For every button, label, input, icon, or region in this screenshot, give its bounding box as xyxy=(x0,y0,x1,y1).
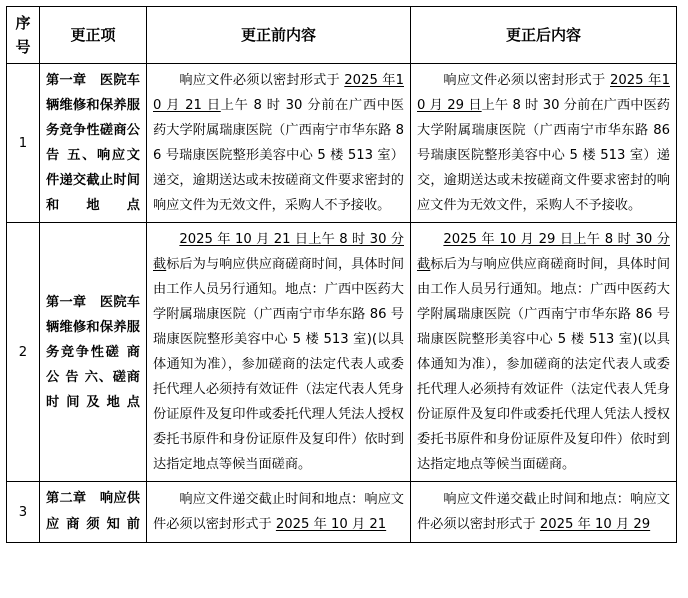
before-text-suffix: 上午 8 时 30 分前在广西中医药大学附属瑞康医院（广西南宁市华东路 86 号瑞康医院整形美容中心 5 楼 513 室）递交，逾期送达或未按磋商文件要求密封的响应文件为无效文件，采购人不予接收。 xyxy=(153,98,404,213)
row-serial-number: 2 xyxy=(7,223,40,482)
after-text-suffix: 上午 8 时 30 分前在广西中医药大学附属瑞康医院（广西南宁市华东路 86 号瑞康医院整形美容中心 5 楼 513 室）递交，逾期送达或未按磋商文件要求密封的响应文件为无效文件，采购人不予接收。 xyxy=(417,98,670,213)
table-row xyxy=(7,223,677,482)
column-header-correction-item: 更正项 xyxy=(40,7,147,64)
after-date-underlined: 2025 年10 月 29 日 xyxy=(417,73,670,113)
serial-header-char-1: 序 xyxy=(15,14,31,32)
row-before-content xyxy=(147,64,411,223)
before-date-underlined: 2025 年 10 月 21 xyxy=(275,517,387,532)
correction-table xyxy=(6,6,677,543)
after-text-prefix: 响应文件递交截止时间和地点：响应文件必须以密封形式于 xyxy=(417,492,670,532)
before-text-prefix: 响应文件必须以密封形式于 xyxy=(179,73,345,88)
row-correction-item: 第一章 医院车辆维修和保养服务竞争性磋商公告 五、响应文件递交截止时间和地点 xyxy=(40,64,147,223)
row-correction-item: 第二章 响应供应商须知前 xyxy=(40,482,147,543)
before-date-underlined: 2025 年 10 月 21 日上午 8 时 30 分截 xyxy=(153,232,404,272)
after-text-prefix: 响应文件必须以密封形式于 xyxy=(443,73,611,88)
serial-header-char-2: 号 xyxy=(15,38,31,56)
row-after-content xyxy=(411,223,677,482)
row-after-content xyxy=(411,482,677,543)
row-before-content xyxy=(147,482,411,543)
column-header-serial-number xyxy=(7,7,40,64)
before-date-underlined: 2025 年10 月 21 日 xyxy=(153,73,404,113)
before-text-suffix: 标后为与响应供应商磋商时间，具体时间由工作人员另行通知。地点：广西中医药大学附属瑞康医院（广西南宁市华东路 86 号瑞康医院整形美容中心 5 楼 513 室)(以具体通知为准），参加磋商的法定代表人或委托代理人必须持有效证件（法定代表人凭身份证原件及复印件或委托代理人凭法人授权委托书原件和身份证原件及复印件）依时到达指定地点等候当面磋商。 xyxy=(153,257,405,472)
row-serial-number: 1 xyxy=(7,64,40,223)
after-text-suffix: 标后为与响应供应商磋商时间，具体时间由工作人员另行通知。地点：广西中医药大学附属瑞康医院（广西南宁市华东路 86 号瑞康医院整形美容中心 5 楼 513 室)(以具体通知为准），参加磋商的法定代表人或委托代理人必须持有效证件（法定代表人凭身份证原件及复印件或委托代理人凭法人授权委托书原件和身份证原件及复印件）依时到达指定地点等候当面磋商。 xyxy=(417,257,671,472)
row-before-content xyxy=(147,223,411,482)
after-date-underlined: 2025 年 10 月 29 xyxy=(539,517,651,532)
before-text-prefix: 响应文件递交截止时间和地点：响应文件必须以密封形式于 xyxy=(153,492,404,532)
row-serial-number: 3 xyxy=(7,482,40,543)
column-header-before-content: 更正前内容 xyxy=(147,7,411,64)
table-row xyxy=(7,482,677,543)
after-date-underlined: 2025 年 10 月 29 日上午 8 时 30 分截 xyxy=(417,232,670,272)
table-row xyxy=(7,64,677,223)
table-header-row xyxy=(7,7,677,64)
column-header-after-content: 更正后内容 xyxy=(411,7,677,64)
row-correction-item: 第一章 医院车辆维修和保养服务竞争性磋 商 公 告 六、磋商时间及地点 xyxy=(40,223,147,482)
row-after-content xyxy=(411,64,677,223)
